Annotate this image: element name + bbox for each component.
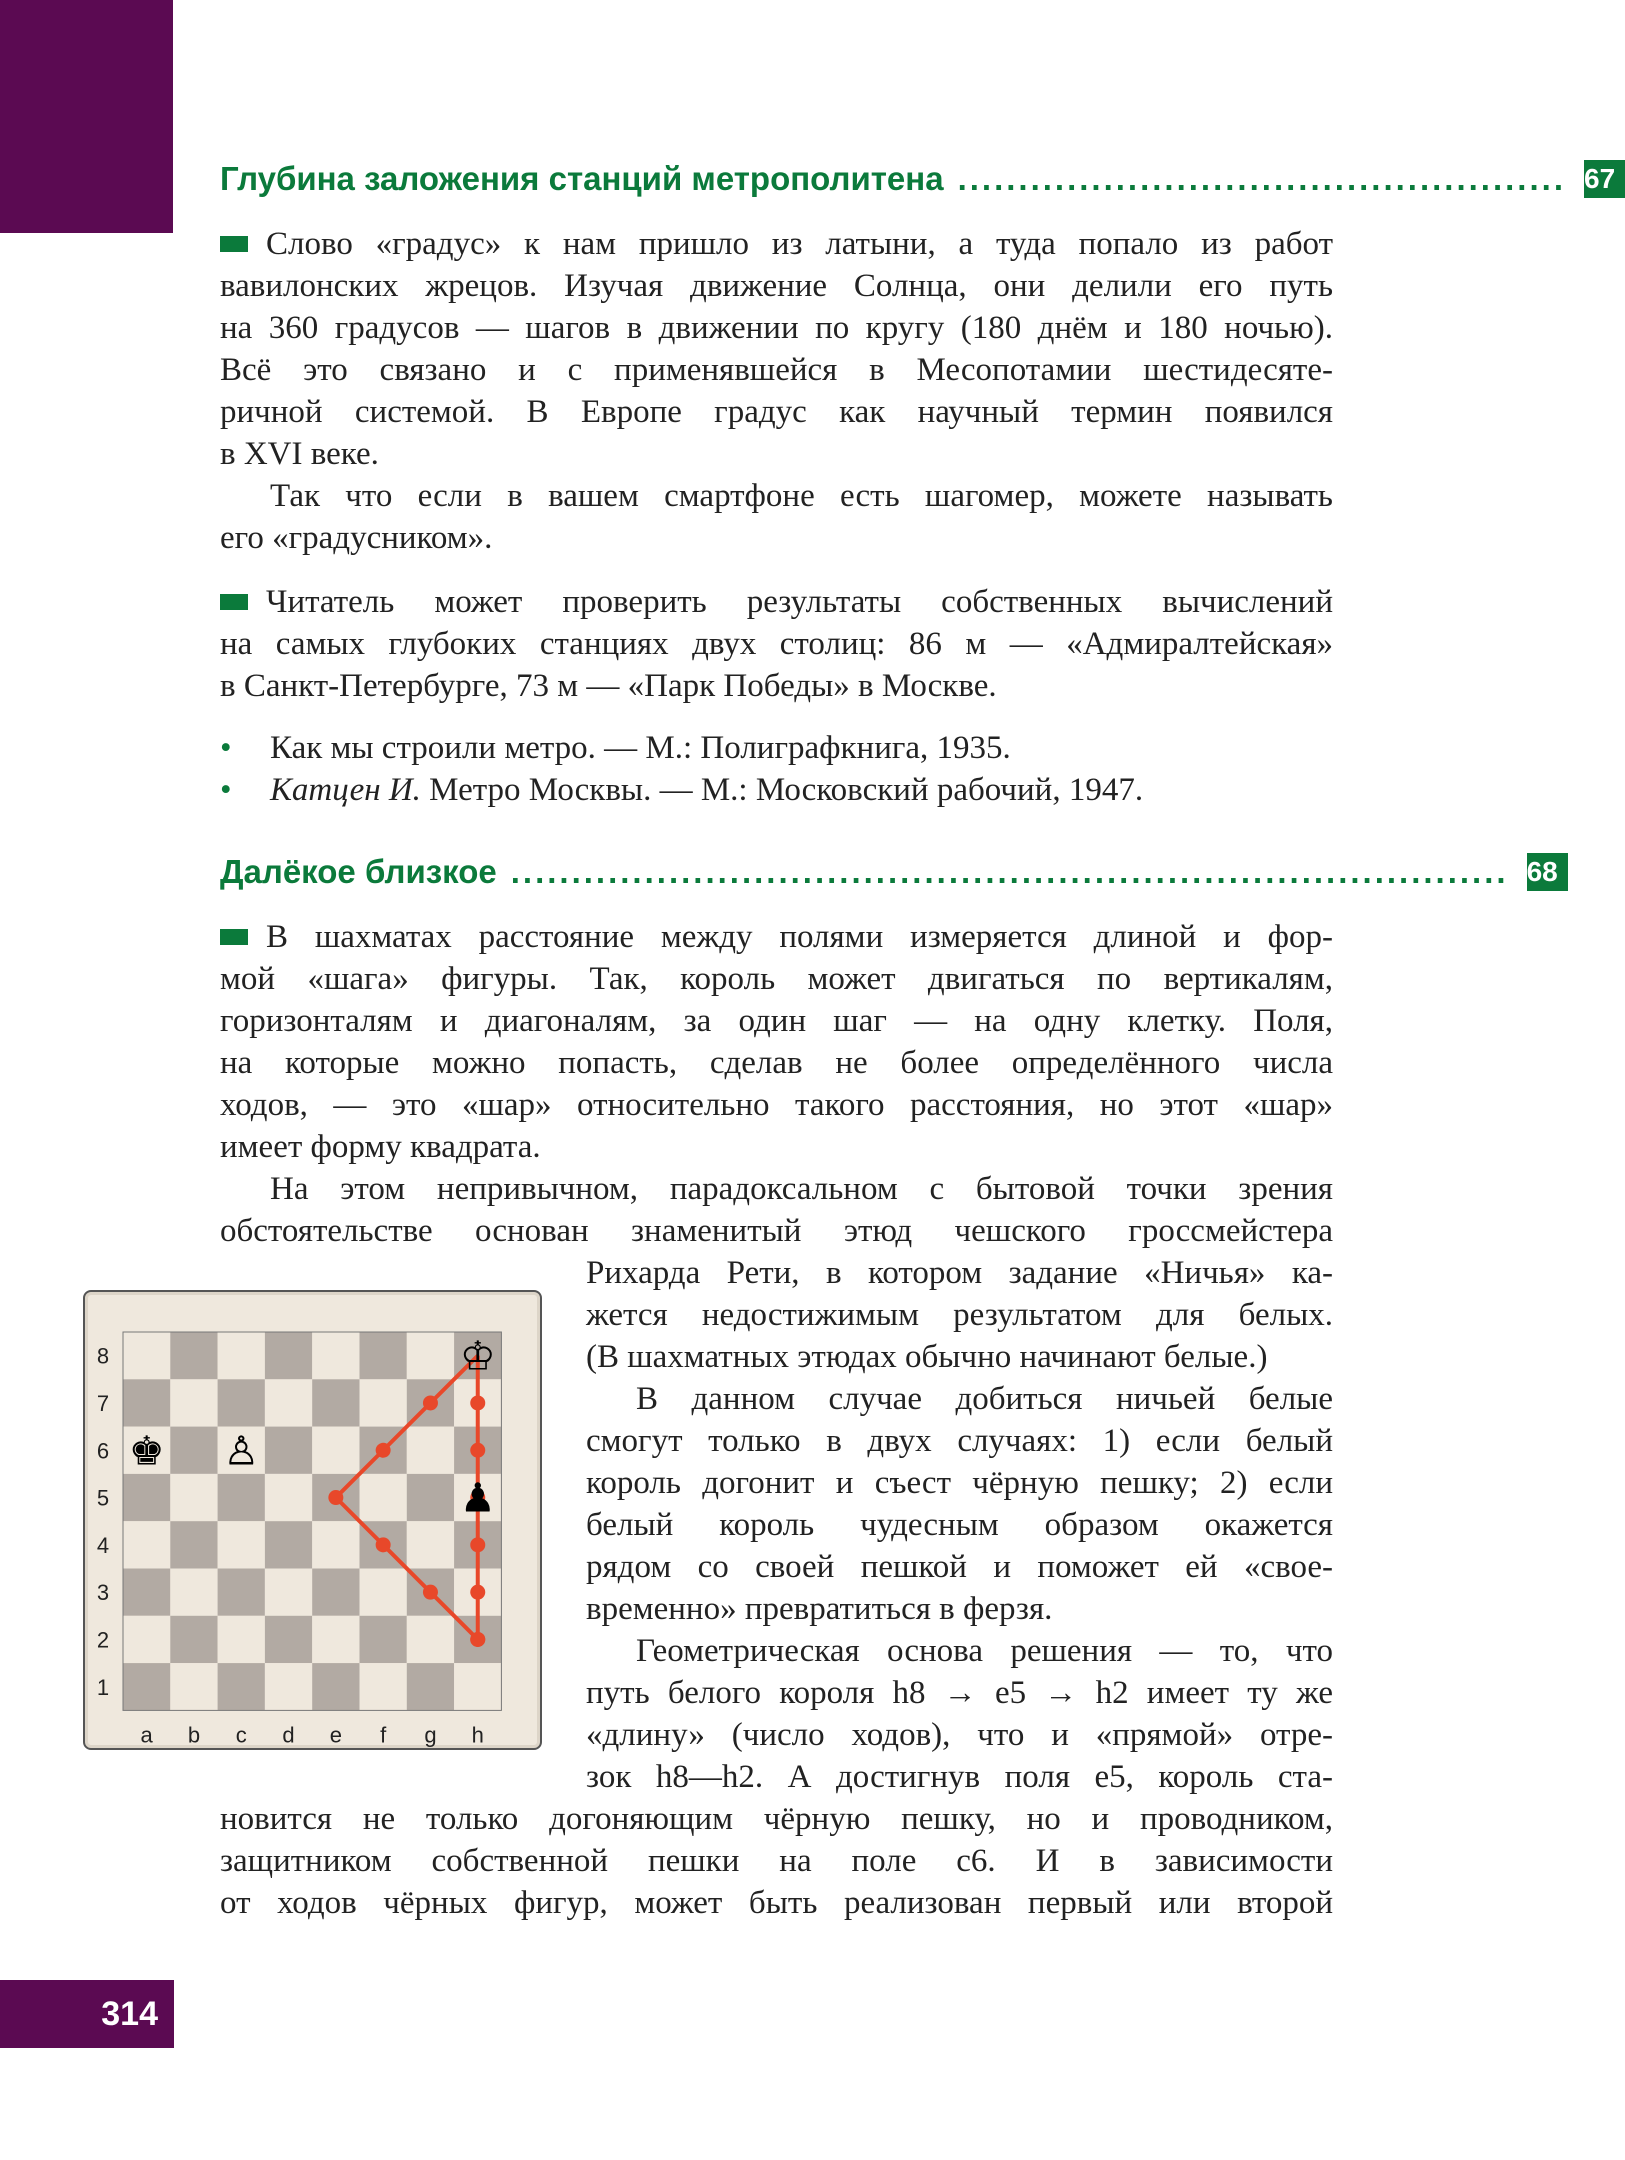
board-square bbox=[265, 1427, 312, 1474]
paragraph-marker-icon bbox=[220, 929, 248, 945]
board-square bbox=[407, 1521, 454, 1568]
paragraph-marker-icon bbox=[220, 236, 248, 252]
section-number: 67 bbox=[1584, 160, 1625, 198]
board-square bbox=[312, 1521, 359, 1568]
board-square bbox=[170, 1521, 217, 1568]
board-square bbox=[265, 1569, 312, 1616]
board-square bbox=[312, 1332, 359, 1379]
text-line: от ходов чёрных фигур, может быть реализован первый или второй bbox=[220, 1885, 1333, 1921]
board-square bbox=[170, 1616, 217, 1663]
bibliography-item: • Как мы строили метро. — М.: Полиграфкнига, 1935. bbox=[220, 730, 1011, 766]
board-square bbox=[170, 1569, 217, 1616]
text-line: обстоятельстве основан знаменитый этюд чешского гроссмейстера bbox=[220, 1213, 1333, 1249]
text-line: жется недостижимым результатом для белых. bbox=[586, 1297, 1333, 1333]
rank-label: 8 bbox=[96, 1343, 110, 1369]
board-square bbox=[454, 1663, 501, 1710]
file-label: b bbox=[187, 1722, 201, 1748]
heading-title: Глубина заложения станций метрополитена bbox=[220, 160, 944, 197]
text-line: Читатель может проверить результаты собственных вычислений bbox=[220, 581, 1333, 623]
board-square bbox=[312, 1379, 359, 1426]
dot-leader: .................................................................................. bbox=[510, 853, 1509, 890]
section-number: 68 bbox=[1527, 853, 1568, 891]
path-step-dot bbox=[423, 1585, 438, 1600]
text-line: В данном случае добиться ничьей белые bbox=[636, 1381, 1333, 1417]
file-label: h bbox=[471, 1722, 484, 1748]
rank-label: 1 bbox=[96, 1674, 110, 1700]
file-label: d bbox=[282, 1722, 295, 1748]
board-square bbox=[123, 1521, 170, 1568]
text-line: белый король чудесным образом окажется bbox=[586, 1507, 1333, 1543]
board-square bbox=[218, 1569, 265, 1616]
text-line: новится не только догоняющим чёрную пешку, но и проводником, bbox=[220, 1801, 1333, 1837]
bibliography-list bbox=[220, 727, 1333, 811]
path-step-dot bbox=[470, 1395, 485, 1410]
text-line: имеет форму квадрата. bbox=[220, 1129, 541, 1165]
board-square bbox=[218, 1379, 265, 1426]
white-king-icon: ♔ bbox=[459, 1333, 496, 1380]
paragraph-2 bbox=[220, 475, 1333, 559]
section-heading-67 bbox=[220, 159, 1616, 199]
rank-label: 5 bbox=[96, 1485, 110, 1511]
path-step-dot bbox=[328, 1490, 343, 1505]
text-line: на 360 градусов — шагов в движении по кругу (180 днём и 180 ночью). bbox=[220, 310, 1333, 346]
text-line: на самых глубоких станциях двух столиц: 86 м — «Адмиралтейская» bbox=[220, 626, 1333, 662]
text-line: На этом непривычном, парадоксальном с бытовой точки зрения bbox=[270, 1171, 1333, 1207]
board-square bbox=[170, 1427, 217, 1474]
board-square bbox=[360, 1474, 407, 1521]
text-line: его «градусником». bbox=[220, 520, 493, 556]
board-square bbox=[312, 1663, 359, 1710]
board-square bbox=[265, 1616, 312, 1663]
chess-diagram bbox=[83, 1290, 542, 1750]
path-step-dot bbox=[470, 1537, 485, 1552]
chess-board bbox=[85, 1292, 540, 1748]
text-line: временно» превратиться в ферзя. bbox=[586, 1591, 1053, 1627]
section-heading-68 bbox=[220, 852, 1558, 892]
board-square bbox=[312, 1427, 359, 1474]
file-label: a bbox=[140, 1722, 153, 1748]
text-line: на которые можно попасть, сделав не более определённого числа bbox=[220, 1045, 1333, 1081]
text-line: мой «шага» фигуры. Так, король может двигаться по вертикалям, bbox=[220, 961, 1333, 997]
paragraph-marker-icon bbox=[220, 594, 248, 610]
black-king-icon: ♚ bbox=[128, 1428, 165, 1475]
board-square bbox=[265, 1663, 312, 1710]
board-square bbox=[360, 1332, 407, 1379]
dot-leader: .................................................. bbox=[957, 160, 1566, 197]
rank-label: 4 bbox=[96, 1532, 110, 1558]
paragraph-5 bbox=[220, 1168, 1333, 1252]
board-square bbox=[407, 1332, 454, 1379]
rank-label: 7 bbox=[96, 1390, 110, 1416]
path-step-dot bbox=[470, 1632, 485, 1647]
path-step-dot bbox=[423, 1395, 438, 1410]
board-square bbox=[170, 1332, 217, 1379]
bibliography-item: • Катцен И. Метро Москвы. — М.: Московский рабочий, 1947. bbox=[220, 772, 1144, 808]
text-line: Так что если в вашем смартфоне есть шагомер, можете называть bbox=[270, 478, 1333, 514]
board-square bbox=[265, 1474, 312, 1521]
text-line: Рихарда Рети, в котором задание «Ничья» ка- bbox=[586, 1255, 1333, 1291]
text-line: Слово «градус» к нам пришло из латыни, а туда попало из работ bbox=[220, 223, 1333, 265]
path-step-dot bbox=[376, 1443, 391, 1458]
rank-label: 3 bbox=[96, 1580, 110, 1606]
board-square bbox=[123, 1379, 170, 1426]
board-square bbox=[123, 1616, 170, 1663]
board-square bbox=[123, 1569, 170, 1616]
board-square bbox=[218, 1616, 265, 1663]
text-line: Геометрическая основа решения — то, что bbox=[636, 1633, 1333, 1669]
board-square bbox=[170, 1474, 217, 1521]
text-line: вавилонских жрецов. Изучая движение Солнца, они делили его путь bbox=[220, 268, 1333, 304]
board-square bbox=[170, 1663, 217, 1710]
path-step-dot bbox=[376, 1537, 391, 1552]
black-pawn-icon: ♟ bbox=[459, 1475, 496, 1522]
text-line: «длину» (число ходов), что и «прямой» отре- bbox=[586, 1717, 1333, 1753]
text-line: рядом со своей пешкой и поможет ей «свое- bbox=[586, 1549, 1333, 1585]
rank-label: 2 bbox=[96, 1627, 110, 1653]
board-square bbox=[265, 1521, 312, 1568]
board-square bbox=[218, 1332, 265, 1379]
board-square bbox=[360, 1616, 407, 1663]
board-square bbox=[218, 1521, 265, 1568]
text-line: В шахматах расстояние между полями измеряется длиной и фор- bbox=[220, 916, 1333, 958]
paragraph-1 bbox=[220, 223, 1333, 475]
board-square bbox=[123, 1332, 170, 1379]
corner-decoration bbox=[0, 0, 173, 233]
text-line: горизонталям и диагоналям, за один шаг — на одну клетку. Поля, bbox=[220, 1003, 1333, 1039]
heading-title: Далёкое близкое bbox=[220, 853, 497, 890]
file-label: e bbox=[329, 1722, 342, 1748]
file-label: g bbox=[424, 1722, 437, 1748]
board-square bbox=[407, 1616, 454, 1663]
board-square bbox=[360, 1379, 407, 1426]
paragraph-5-wrapped bbox=[586, 1252, 1333, 1798]
paragraph-4 bbox=[220, 916, 1333, 1168]
board-square bbox=[170, 1379, 217, 1426]
text-line: смогут только в двух случаях: 1) если белый bbox=[586, 1423, 1333, 1459]
path-step-dot bbox=[470, 1585, 485, 1600]
file-label: f bbox=[380, 1722, 387, 1748]
text-line: король догонит и съест чёрную пешку; 2) если bbox=[586, 1465, 1333, 1501]
rank-label: 6 bbox=[96, 1438, 110, 1464]
paragraph-3 bbox=[220, 581, 1333, 707]
file-label: c bbox=[235, 1722, 247, 1748]
board-square bbox=[312, 1616, 359, 1663]
page-number: 314 bbox=[0, 1980, 174, 2048]
board-square bbox=[123, 1474, 170, 1521]
board-square bbox=[360, 1663, 407, 1710]
paragraph-5-tail bbox=[220, 1798, 1333, 1924]
white-pawn-icon: ♙ bbox=[223, 1428, 260, 1475]
text-line: в XVI веке. bbox=[220, 436, 379, 472]
board-square bbox=[265, 1332, 312, 1379]
text-line: в Санкт-Петербурге, 73 м — «Парк Победы» в Москве. bbox=[220, 668, 997, 704]
text-line: зок h8—h2. А достигнув поля e5, король ста- bbox=[586, 1759, 1333, 1795]
board-square bbox=[407, 1427, 454, 1474]
board-square bbox=[312, 1569, 359, 1616]
board-square bbox=[218, 1474, 265, 1521]
text-line: путь белого короля h8 → e5 → h2 имеет ту же bbox=[586, 1675, 1333, 1711]
board-square bbox=[407, 1474, 454, 1521]
path-step-dot bbox=[470, 1443, 485, 1458]
board-square bbox=[265, 1379, 312, 1426]
board-square bbox=[123, 1663, 170, 1710]
board-square bbox=[360, 1569, 407, 1616]
text-line: защитником собственной пешки на поле c6. И в зависимости bbox=[220, 1843, 1333, 1879]
board-square bbox=[407, 1663, 454, 1710]
board-square bbox=[218, 1663, 265, 1710]
text-line: Всё это связано и с применявшейся в Месопотамии шестидесяте- bbox=[220, 352, 1333, 388]
text-line: (В шахматных этюдах обычно начинают белые.) bbox=[586, 1339, 1268, 1375]
text-line: ходов, — это «шар» относительно такого расстояния, но этот «шар» bbox=[220, 1087, 1333, 1123]
text-line: ричной системой. В Европе градус как научный термин появился bbox=[220, 394, 1333, 430]
